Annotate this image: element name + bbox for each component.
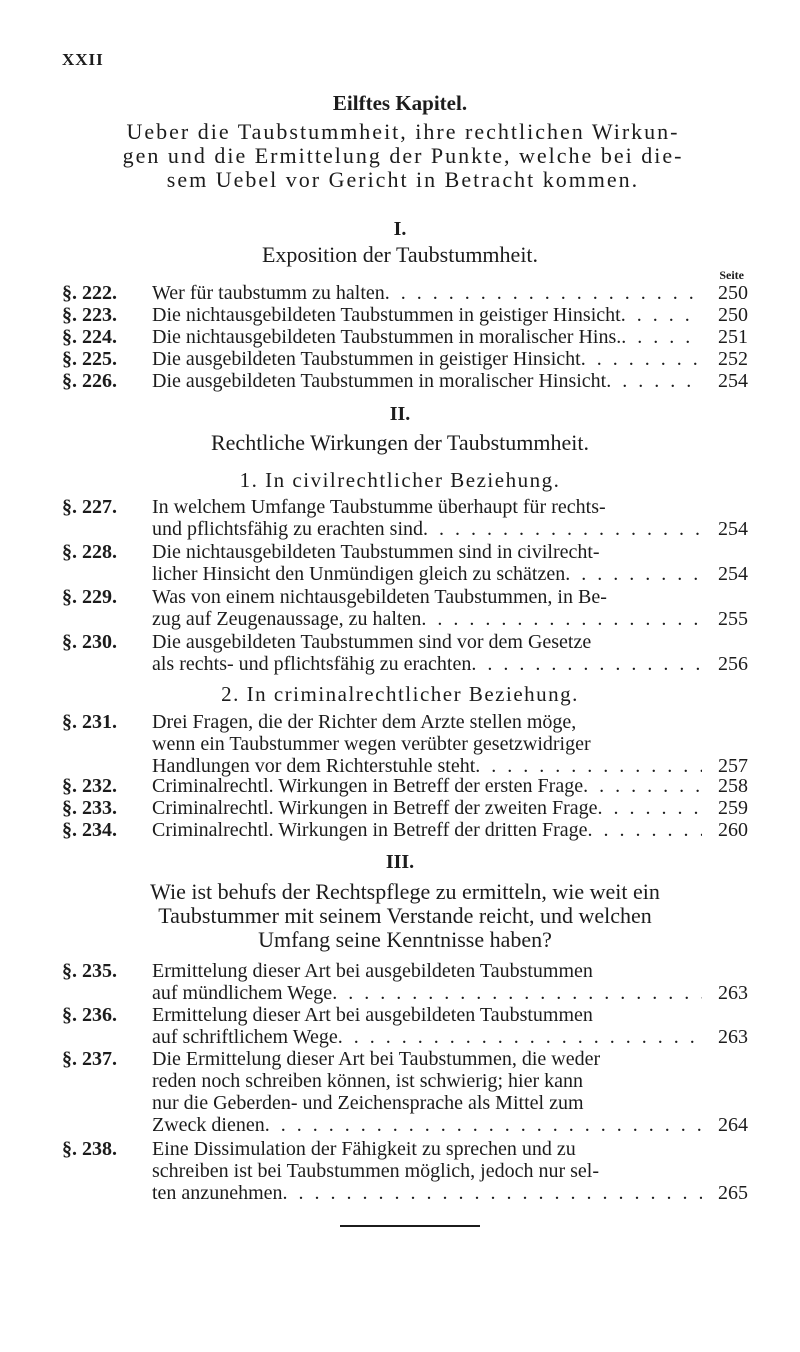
chapter-title-line: gen und die Ermittelung der Punkte, welche bei die- xyxy=(122,143,684,168)
toc-entry xyxy=(62,797,748,819)
toc-entry xyxy=(62,586,748,630)
section-title: Rechtliche Wirkungen der Taubstummheit. xyxy=(210,430,589,455)
toc-entry xyxy=(62,960,748,1004)
entry-text: Criminalrechtl. Wirkungen in Betreff der dritten Frage xyxy=(152,819,588,841)
entry-page-number: 265 xyxy=(718,1182,748,1204)
toc-entry xyxy=(62,282,748,304)
toc-entry xyxy=(62,1138,748,1204)
paragraph-number: §. 227. xyxy=(62,496,117,518)
entry-text: Drei Fragen, die der Richter dem Arzte stellen möge, xyxy=(152,711,577,733)
toc-entry xyxy=(62,496,748,540)
paragraph-number: §. 238. xyxy=(62,1138,117,1160)
entry-text: Die Ermittelung dieser Art bei Taubstummen, die weder xyxy=(152,1048,601,1070)
entry-page-number: 260 xyxy=(718,819,748,841)
paragraph-number: §. 225. xyxy=(62,348,117,370)
entry-page-number: 257 xyxy=(718,755,748,777)
paragraph-number: §. 235. xyxy=(62,960,117,982)
entry-text: Ermittelung dieser Art bei ausgebildeten Taubstummen xyxy=(152,960,593,982)
entry-page-number: 250 xyxy=(718,304,748,326)
toc-entry xyxy=(62,1048,748,1136)
entry-text: Zweck dienen xyxy=(152,1114,265,1136)
page-column-label: Seite xyxy=(719,268,744,282)
section-title xyxy=(62,880,748,952)
entry-text: Ermittelung dieser Art bei ausgebildeten Taubstummen xyxy=(152,1004,593,1026)
paragraph-number: §. 236. xyxy=(62,1004,117,1026)
entry-text: auf mündlichem Wege xyxy=(152,982,333,1004)
section-number: II. xyxy=(389,403,411,425)
paragraph-number: §. 226. xyxy=(62,370,117,392)
entry-text: Criminalrechtl. Wirkungen in Betreff der ersten Frage xyxy=(152,775,584,797)
paragraph-number: §. 234. xyxy=(62,819,117,841)
entry-page-number: 254 xyxy=(718,563,748,585)
entry-text: Die ausgebildeten Taubstummen in geistiger Hinsicht xyxy=(152,348,581,370)
section-number: I. xyxy=(393,218,407,240)
paragraph-number: §. 222. xyxy=(62,282,117,304)
paragraph-number: §. 237. xyxy=(62,1048,117,1070)
entry-page-number: 251 xyxy=(718,326,748,348)
entry-text: Die ausgebildeten Taubstummen sind vor dem Gesetze xyxy=(152,631,592,653)
entry-text: auf schriftlichem Wege xyxy=(152,1026,338,1048)
entry-text: und pflichtsfähig zu erachten sind xyxy=(152,518,424,540)
entry-text: als rechts- und pflichtsfähig zu erachten xyxy=(152,653,472,675)
paragraph-number: §. 230. xyxy=(62,631,117,653)
toc-entry xyxy=(62,711,748,777)
toc-entry xyxy=(62,775,748,797)
section-title-line: Taubstummer mit seinem Verstande reicht, und welchen xyxy=(158,903,652,928)
entry-page-number: 254 xyxy=(718,518,748,540)
chapter-title xyxy=(58,120,748,192)
chapter-title-line: sem Uebel vor Gericht in Betracht kommen. xyxy=(166,167,640,192)
entry-text: ten anzunehmen xyxy=(152,1182,283,1204)
paragraph-number: §. 224. xyxy=(62,326,117,348)
entry-page-number: 254 xyxy=(718,370,748,392)
paragraph-number: §. 228. xyxy=(62,541,117,563)
paragraph-number: §. 223. xyxy=(62,304,117,326)
entry-text: Die nichtausgebildeten Taubstummen sind in civilrecht- xyxy=(152,541,600,563)
entry-page-number: 252 xyxy=(718,348,748,370)
entry-text: Wer für taubstumm zu halten xyxy=(152,282,385,304)
toc-entry xyxy=(62,1004,748,1048)
paragraph-number: §. 232. xyxy=(62,775,117,797)
entry-text: Die ausgebildeten Taubstummen in moralischer Hinsicht xyxy=(152,370,607,392)
entry-text: Eine Dissimulation der Fähigkeit zu sprechen und zu xyxy=(152,1138,576,1160)
section-title-line: Umfang seine Kenntnisse haben? xyxy=(258,927,552,952)
section-title: Exposition der Taubstummheit. xyxy=(261,242,539,267)
subsection-title: 1. In civilrechtlicher Beziehung. xyxy=(239,468,561,492)
entry-text: nur die Geberden- und Zeichensprache als Mittel zum xyxy=(152,1092,584,1114)
entry-text: Die nichtausgebildeten Taubstummen in moralischer Hins. xyxy=(152,326,622,348)
entry-page-number: 255 xyxy=(718,608,748,630)
toc-entry xyxy=(62,326,748,348)
end-rule xyxy=(340,1225,480,1227)
toc-entry xyxy=(62,304,748,326)
entry-page-number: 263 xyxy=(718,982,748,1004)
entry-text: Die nichtausgebildeten Taubstummen in geistiger Hinsicht xyxy=(152,304,621,326)
toc-entry xyxy=(62,370,748,392)
entry-page-number: 258 xyxy=(718,775,748,797)
entry-text: licher Hinsicht den Unmündigen gleich zu schätzen xyxy=(152,563,566,585)
entry-text: Criminalrechtl. Wirkungen in Betreff der zweiten Frage xyxy=(152,797,598,819)
entry-page-number: 250 xyxy=(718,282,748,304)
entry-page-number: 259 xyxy=(718,797,748,819)
entry-page-number: 263 xyxy=(718,1026,748,1048)
entry-text: Handlungen vor dem Richterstuhle steht xyxy=(152,755,476,777)
toc-entry xyxy=(62,348,748,370)
entry-text: Was von einem nichtausgebildeten Taubstummen, in Be- xyxy=(152,586,607,608)
section-number: III. xyxy=(385,851,415,873)
page-folio: XXII xyxy=(62,50,104,69)
toc-entry xyxy=(62,541,748,585)
toc-entry xyxy=(62,631,748,675)
entry-page-number: 256 xyxy=(718,653,748,675)
section-title-line: Wie ist behufs der Rechtspflege zu ermitteln, wie weit ein xyxy=(150,879,660,904)
paragraph-number: §. 231. xyxy=(62,711,117,733)
entry-text: schreiben ist bei Taubstummen möglich, jedoch nur sel- xyxy=(152,1160,600,1182)
chapter-heading: Eilftes Kapitel. xyxy=(332,91,468,115)
entry-page-number: 264 xyxy=(718,1114,748,1136)
chapter-title-line: Ueber die Taubstummheit, ihre rechtlichen Wirkun- xyxy=(126,119,680,144)
subsection-title: 2. In criminalrechtlicher Beziehung. xyxy=(221,682,579,706)
paragraph-number: §. 233. xyxy=(62,797,117,819)
paragraph-number: §. 229. xyxy=(62,586,117,608)
entry-text: In welchem Umfange Taubstumme überhaupt für rechts- xyxy=(152,496,606,518)
entry-text: zug auf Zeugenaussage, zu halten xyxy=(152,608,422,630)
entry-text: reden noch schreiben können, ist schwierig; hier kann xyxy=(152,1070,583,1092)
entry-text: wenn ein Taubstummer wegen verübter gesetzwidriger xyxy=(152,733,591,755)
toc-entry xyxy=(62,819,748,841)
